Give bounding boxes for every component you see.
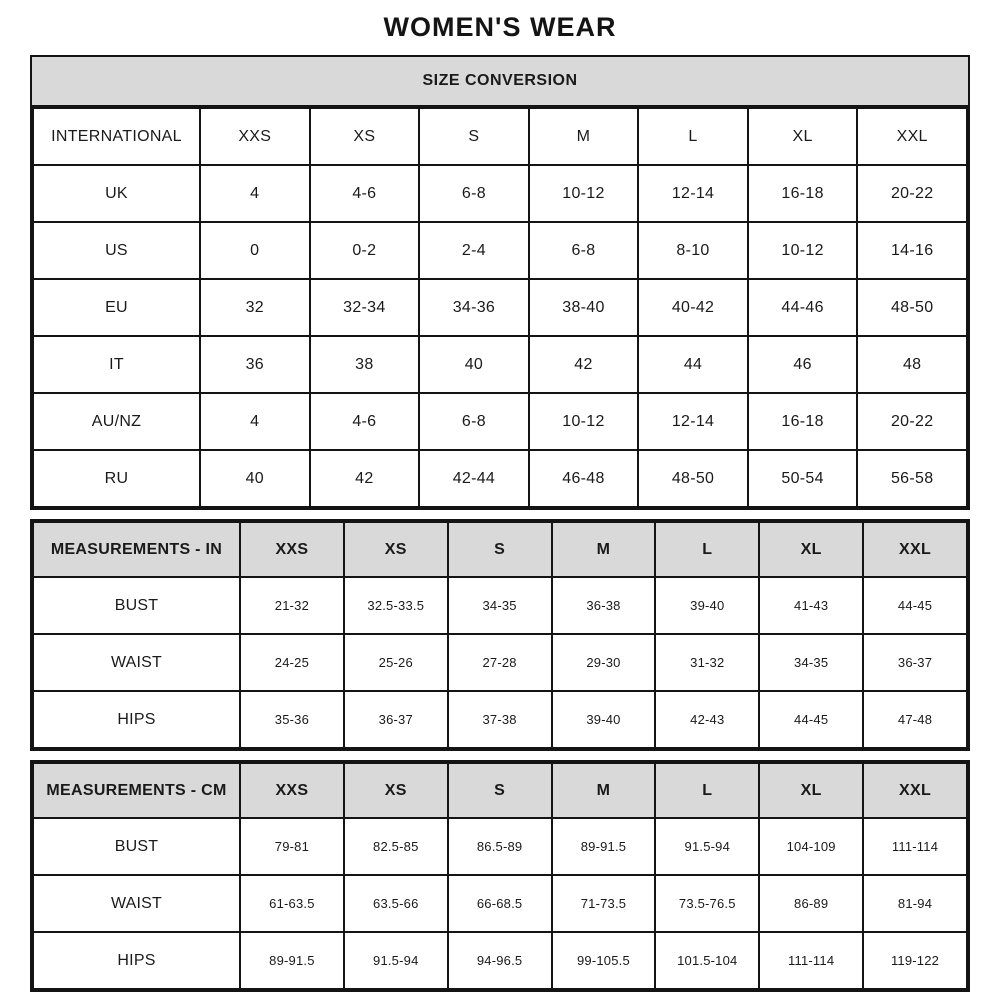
table-cell: 35-36 xyxy=(240,691,344,748)
column-header-row xyxy=(33,522,967,577)
column-header-row xyxy=(33,763,967,818)
row-label: WAIST xyxy=(33,875,240,932)
table-cell: 25-26 xyxy=(344,634,448,691)
table-row xyxy=(33,165,967,222)
row-label: WAIST xyxy=(33,634,240,691)
table-cell: 10-12 xyxy=(529,393,639,450)
table-row xyxy=(33,336,967,393)
table-cell: 104-109 xyxy=(759,818,863,875)
size-conversion-table xyxy=(30,55,970,510)
row-label: IT xyxy=(33,336,200,393)
table-cell: 82.5-85 xyxy=(344,818,448,875)
table-cell: 32.5-33.5 xyxy=(344,577,448,634)
row-label: UK xyxy=(33,165,200,222)
table-cell: 12-14 xyxy=(638,165,748,222)
table-cell: 46-48 xyxy=(529,450,639,507)
row-label: EU xyxy=(33,279,200,336)
table-row xyxy=(33,932,967,989)
size-conversion-grid xyxy=(32,107,968,508)
table-cell: 47-48 xyxy=(863,691,967,748)
table-cell: 42 xyxy=(529,336,639,393)
table-row xyxy=(33,279,967,336)
column-header-xs: XS xyxy=(344,522,448,577)
table-cell: 91.5-94 xyxy=(655,818,759,875)
measurements-cm-table xyxy=(30,760,970,992)
table-cell: 38-40 xyxy=(529,279,639,336)
table-cell: 73.5-76.5 xyxy=(655,875,759,932)
table-cell: 89-91.5 xyxy=(552,818,656,875)
table-cell: 37-38 xyxy=(448,691,552,748)
table-row xyxy=(33,577,967,634)
table-cell: 0 xyxy=(200,222,310,279)
table-cell: 36-38 xyxy=(552,577,656,634)
table-cell: 111-114 xyxy=(863,818,967,875)
column-header-xl: XL xyxy=(759,522,863,577)
column-header-s: S xyxy=(448,763,552,818)
table-cell: 12-14 xyxy=(638,393,748,450)
column-header-xxl: XXL xyxy=(863,522,967,577)
table-cell: 56-58 xyxy=(857,450,967,507)
table-cell: 119-122 xyxy=(863,932,967,989)
column-header-m: M xyxy=(552,763,656,818)
row-label: HIPS xyxy=(33,932,240,989)
column-header-xxs: XXS xyxy=(240,522,344,577)
table-cell: 50-54 xyxy=(748,450,858,507)
column-header-row xyxy=(33,108,967,165)
table-cell: 29-30 xyxy=(552,634,656,691)
table-cell: 10-12 xyxy=(529,165,639,222)
table-cell: 44-45 xyxy=(863,577,967,634)
table-cell: 48-50 xyxy=(857,279,967,336)
table-cell: 2-4 xyxy=(419,222,529,279)
table-cell: 61-63.5 xyxy=(240,875,344,932)
column-header-xxs: XXS xyxy=(200,108,310,165)
table-cell: 4 xyxy=(200,393,310,450)
page-title: WOMEN'S WEAR xyxy=(383,12,617,42)
table-row xyxy=(33,691,967,748)
row-label: HIPS xyxy=(33,691,240,748)
measurements-in-grid xyxy=(32,521,968,749)
table-cell: 94-96.5 xyxy=(448,932,552,989)
row-label: US xyxy=(33,222,200,279)
table-cell: 48 xyxy=(857,336,967,393)
table-cell: 36-37 xyxy=(863,634,967,691)
column-header-xxl: XXL xyxy=(857,108,967,165)
table-cell: 42-44 xyxy=(419,450,529,507)
table-cell: 34-36 xyxy=(419,279,529,336)
table-cell: 34-35 xyxy=(448,577,552,634)
column-header-l: L xyxy=(638,108,748,165)
table-cell: 16-18 xyxy=(748,165,858,222)
table-cell: 6-8 xyxy=(419,165,529,222)
table-cell: 32 xyxy=(200,279,310,336)
table-cell: 20-22 xyxy=(857,165,967,222)
measurements-in-table xyxy=(30,519,970,751)
table-cell: 39-40 xyxy=(552,691,656,748)
table-cell: 34-35 xyxy=(759,634,863,691)
column-header-xs: XS xyxy=(344,763,448,818)
table-cell: 6-8 xyxy=(419,393,529,450)
table-cell: 20-22 xyxy=(857,393,967,450)
table-cell: 79-81 xyxy=(240,818,344,875)
table-cell: 0-2 xyxy=(310,222,420,279)
table-row xyxy=(33,393,967,450)
table-cell: 36-37 xyxy=(344,691,448,748)
table-cell: 36 xyxy=(200,336,310,393)
column-header-s: S xyxy=(419,108,529,165)
table-cell: 71-73.5 xyxy=(552,875,656,932)
table-cell: 46 xyxy=(748,336,858,393)
table-cell: 21-32 xyxy=(240,577,344,634)
table-row xyxy=(33,818,967,875)
table-row xyxy=(33,222,967,279)
column-header-l: L xyxy=(655,763,759,818)
table-cell: 48-50 xyxy=(638,450,748,507)
measurements-cm-header: MEASUREMENTS - CM xyxy=(33,763,240,818)
table-cell: 42-43 xyxy=(655,691,759,748)
column-header-m: M xyxy=(552,522,656,577)
table-cell: 32-34 xyxy=(310,279,420,336)
table-cell: 40 xyxy=(419,336,529,393)
table-row xyxy=(33,634,967,691)
table-cell: 40-42 xyxy=(638,279,748,336)
table-cell: 6-8 xyxy=(529,222,639,279)
table-row xyxy=(33,450,967,507)
table-cell: 40 xyxy=(200,450,310,507)
table-cell: 66-68.5 xyxy=(448,875,552,932)
table-cell: 86.5-89 xyxy=(448,818,552,875)
table-cell: 4-6 xyxy=(310,393,420,450)
table-cell: 41-43 xyxy=(759,577,863,634)
table-cell: 10-12 xyxy=(748,222,858,279)
table-cell: 101.5-104 xyxy=(655,932,759,989)
row-label: BUST xyxy=(33,577,240,634)
table-cell: 89-91.5 xyxy=(240,932,344,989)
column-header-s: S xyxy=(448,522,552,577)
table-cell: 14-16 xyxy=(857,222,967,279)
column-header-xl: XL xyxy=(748,108,858,165)
table-cell: 8-10 xyxy=(638,222,748,279)
table-row xyxy=(33,875,967,932)
table-cell: 91.5-94 xyxy=(344,932,448,989)
size-conversion-header: SIZE CONVERSION xyxy=(32,57,968,107)
column-header-m: M xyxy=(529,108,639,165)
table-cell: 27-28 xyxy=(448,634,552,691)
measurements-cm-grid xyxy=(32,762,968,990)
table-cell: 4-6 xyxy=(310,165,420,222)
table-cell: 31-32 xyxy=(655,634,759,691)
table-cell: 44 xyxy=(638,336,748,393)
column-header-xs: XS xyxy=(310,108,420,165)
table-cell: 42 xyxy=(310,450,420,507)
table-cell: 81-94 xyxy=(863,875,967,932)
row-label: BUST xyxy=(33,818,240,875)
table-cell: 86-89 xyxy=(759,875,863,932)
table-cell: 63.5-66 xyxy=(344,875,448,932)
column-header-international: INTERNATIONAL xyxy=(33,108,200,165)
table-cell: 16-18 xyxy=(748,393,858,450)
table-cell: 4 xyxy=(200,165,310,222)
column-header-xxl: XXL xyxy=(863,763,967,818)
measurements-in-header: MEASUREMENTS - IN xyxy=(33,522,240,577)
column-header-xxs: XXS xyxy=(240,763,344,818)
table-cell: 44-46 xyxy=(748,279,858,336)
column-header-l: L xyxy=(655,522,759,577)
table-cell: 39-40 xyxy=(655,577,759,634)
table-cell: 99-105.5 xyxy=(552,932,656,989)
table-cell: 44-45 xyxy=(759,691,863,748)
table-cell: 111-114 xyxy=(759,932,863,989)
row-label: RU xyxy=(33,450,200,507)
row-label: AU/NZ xyxy=(33,393,200,450)
table-cell: 24-25 xyxy=(240,634,344,691)
table-cell: 38 xyxy=(310,336,420,393)
column-header-xl: XL xyxy=(759,763,863,818)
